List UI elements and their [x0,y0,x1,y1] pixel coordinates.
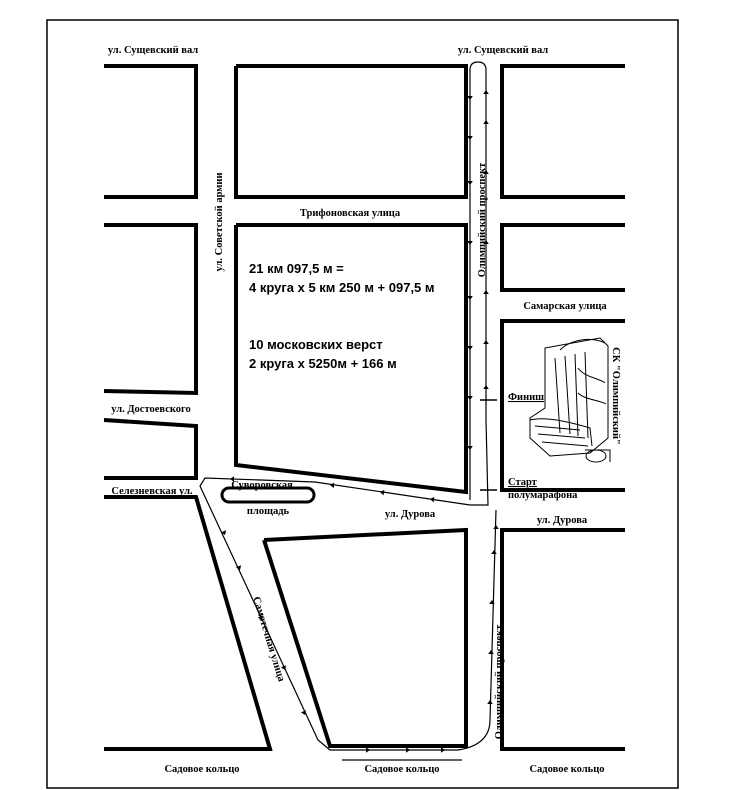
info-line-3: 10 московских верст [249,337,383,352]
route-direction-arrow [467,446,473,450]
street-label-sovetskoy-armii: ул. Советской армии [214,172,225,272]
route-direction-arrow [441,747,445,753]
street-label-suvorovskaya: Суворовская [231,480,293,491]
route-direction-arrow [491,550,497,554]
finish-label: Финиш [508,392,545,403]
street-label-sadovoe-center: Садовое кольцо [364,764,440,775]
block-ne [502,66,625,197]
street-label-olimpiysky-upper: Олимпийский проспект [477,162,488,278]
block-nw [104,66,196,197]
route-direction-arrow [488,650,494,654]
block-w-low [104,420,196,478]
stadium-label: СК "Олимпийский" [610,347,621,445]
street-label-sadovoe-left: Садовое кольцо [164,764,240,775]
route-direction-arrow [330,483,334,489]
route-direction-arrow [483,120,489,124]
route-direction-arrow [467,136,473,140]
route-hairpin [470,420,488,505]
block-w-mid [104,225,196,393]
street-label-durova-right: ул. Дурова [536,515,588,526]
street-label-dostoevskogo: ул. Достоевского [111,404,191,415]
route-direction-arrow [366,747,370,753]
street-label-samotechnaya: Самотечная улица [250,595,287,684]
block-stadium [502,321,625,490]
route-direction-arrow [380,490,384,496]
street-label-sadovoe-right: Садовое кольцо [529,764,605,775]
route-direction-arrow [487,700,493,704]
route-loop-up [470,62,486,500]
route-direction-arrow [493,525,499,529]
street-label-ploshchad: площадь [246,506,290,517]
route-direction-arrow [467,346,473,350]
route-direction-arrow [483,290,489,294]
route-direction-arrow [467,96,473,100]
info-line-4: 2 круга х 5250м + 166 м [249,356,397,371]
block-sw [104,497,270,749]
route-direction-arrow [430,497,434,503]
route-direction-arrow [221,530,226,535]
route-direction-arrow [483,385,489,389]
street-label-seleznevskaya: Селезневская ул. [111,486,193,497]
block-n-center [236,66,466,197]
route-direction-arrow [467,181,473,185]
route-direction-arrow [483,90,489,94]
start-label: Старт [508,477,537,488]
route-direction-arrow [467,296,473,300]
block-se [502,530,625,749]
route-direction-arrow [301,710,306,715]
route-direction-arrow [467,241,473,245]
street-label-sushchevsky-val-left: ул. Сущевский вал [107,45,199,56]
info-line-2: 4 круга х 5 км 250 м + 097,5 м [249,280,435,295]
street-label-sushchevsky-val-right: ул. Сущевский вал [457,45,549,56]
block-e-mid [502,225,625,290]
start-label-2: полумарафона [508,490,578,501]
street-label-olimpiysky-lower: Олимпийский проспект [494,624,505,740]
route-direction-arrow [483,340,489,344]
info-line-1: 21 км 097,5 м = [249,261,344,276]
street-label-samarskaya: Самарская улица [523,301,607,312]
street-label-durova-center: ул. Дурова [384,509,436,520]
block-s-center [264,530,466,746]
street-label-trifonovskaya: Трифоновская улица [299,208,401,219]
route-direction-arrow [406,747,410,753]
route-direction-arrow [467,396,473,400]
